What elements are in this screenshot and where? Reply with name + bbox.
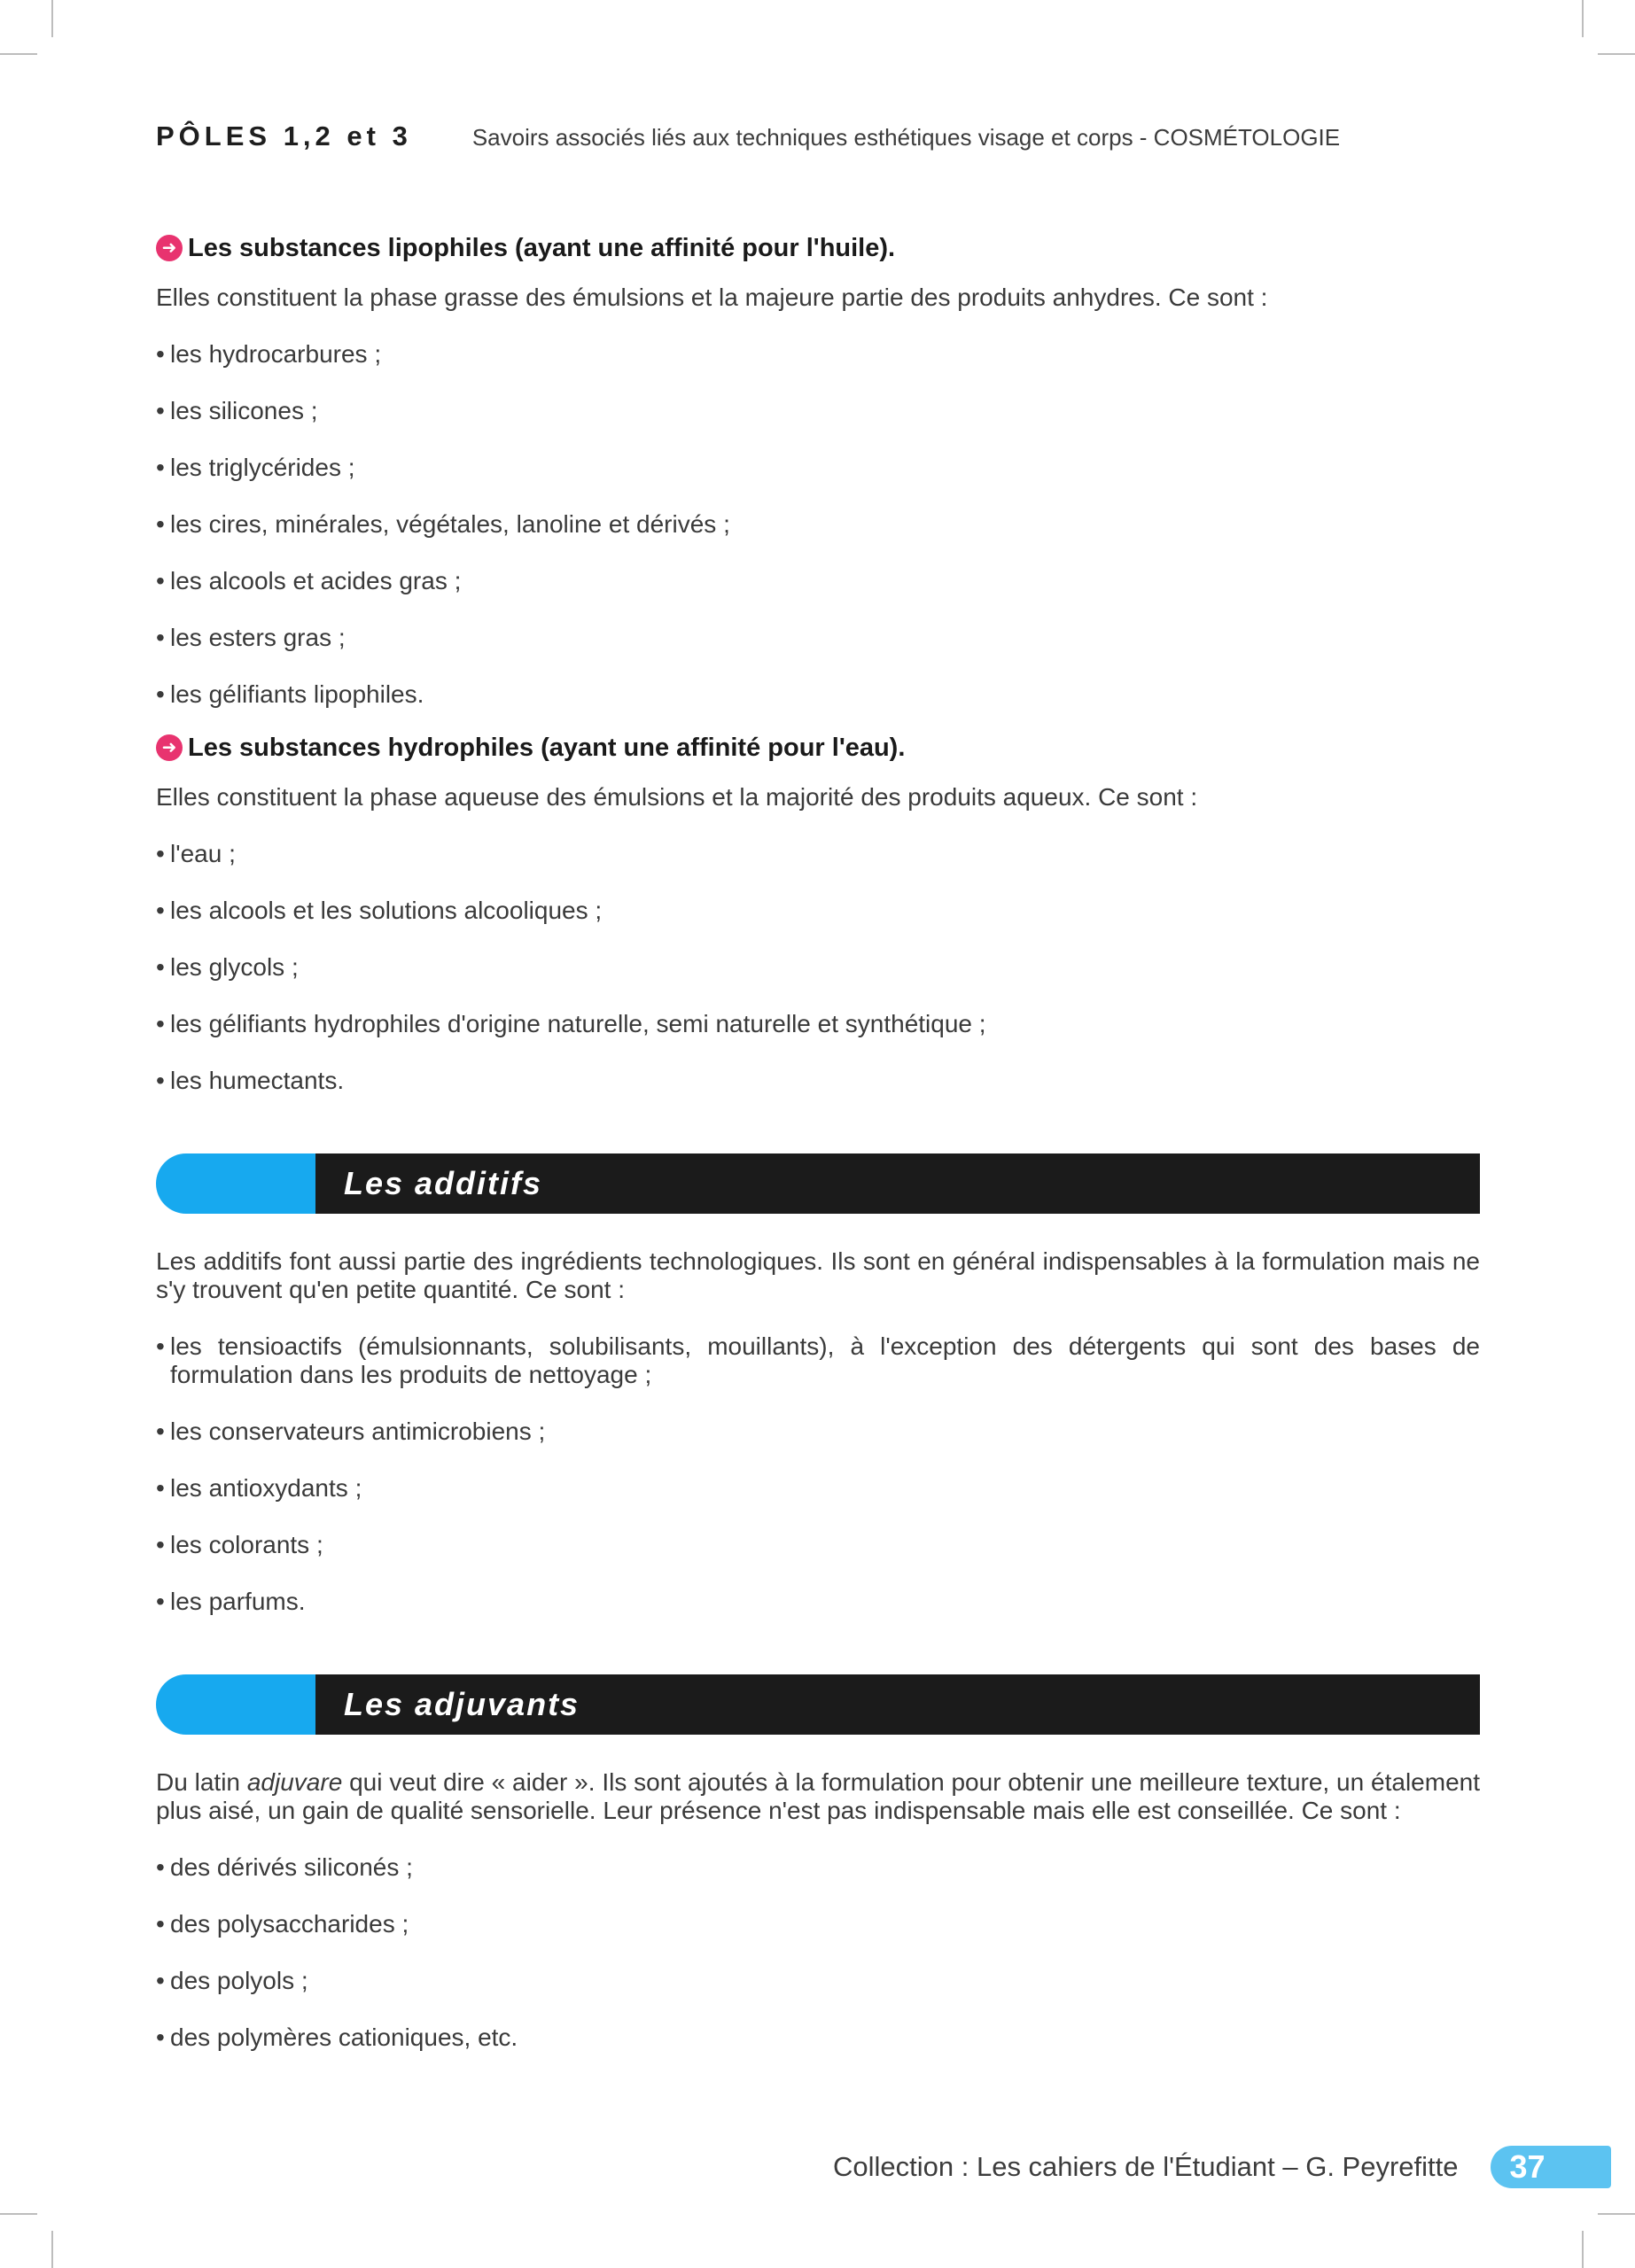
hydrophiles-intro: Elles constituent la phase aqueuse des émulsions et la majorité des produits aqueux. Ce sont :: [156, 783, 1198, 811]
list-item: • des dérivés siliconés ;: [156, 1853, 1480, 1882]
section-banner-adjuvants: [156, 1674, 1480, 1735]
list-item: • les cires, minérales, végétales, lanoline et dérivés ;: [156, 510, 1480, 539]
crop-mark: [1598, 53, 1635, 55]
footer-collection: Collection : Les cahiers de l'Étudiant – G. Peyrefitte: [833, 2151, 1459, 2182]
list-item: • les alcools et les solutions alcooliques ;: [156, 897, 1480, 925]
list-item: • les parfums.: [156, 1588, 1480, 1616]
header-poles: PÔLES 1,2 et 3: [156, 120, 412, 151]
list-item: • des polysaccharides ;: [156, 1910, 1480, 1938]
adjuvants-intro: [156, 1768, 1480, 1825]
hydrophiles-list: [156, 840, 1480, 1095]
additifs-list: [156, 1332, 1480, 1616]
list-item: • les glycols ;: [156, 953, 1480, 982]
list-item: • les colorants ;: [156, 1531, 1480, 1559]
hydrophiles-heading-text: Les substances hydrophiles (ayant une affinité pour l'eau).: [188, 733, 906, 762]
lipophiles-heading: [156, 229, 1480, 268]
adjuvants-intro-end: qui veut dire « aider ». Ils sont ajoutés à la formulation pour obtenir une meilleure texture, un étalement plus aisé, un gain de qualité sensorielle. Leur présence n'est pas indispensable mais elle est conseillée. Ce sont :: [156, 1768, 1480, 1824]
page-footer: [833, 2146, 1611, 2188]
list-item: • les esters gras ;: [156, 624, 1480, 652]
list-item: • les silicones ;: [156, 397, 1480, 425]
list-item: • les antioxydants ;: [156, 1474, 1480, 1503]
additifs-intro: Les additifs font aussi partie des ingrédients technologiques. Ils sont en général indispensables à la formulation mais ne s'y trouvent qu'en petite quantité. Ce sont :: [156, 1247, 1480, 1303]
list-item: • les humectants.: [156, 1067, 1480, 1095]
adjuvants-intro-start: Du latin: [156, 1768, 247, 1796]
arrow-right-icon: ➜: [156, 734, 183, 761]
crop-mark: [1582, 2231, 1584, 2268]
list-item: • les tensioactifs (émulsionnants, solubilisants, mouillants), à l'exception des détergents qui sont des bases de formulation dans les produits de nettoyage ;: [156, 1332, 1480, 1389]
crop-mark: [1598, 2213, 1635, 2215]
hydrophiles-heading: [156, 728, 1480, 767]
lipophiles-list: [156, 340, 1480, 709]
list-item: • les conservateurs antimicrobiens ;: [156, 1418, 1480, 1446]
section-banner-additifs: [156, 1153, 1480, 1214]
adjuvants-list: [156, 1853, 1480, 2052]
section-title-additifs: Les additifs: [344, 1165, 543, 1201]
list-item: • les gélifiants hydrophiles d'origine naturelle, semi naturelle et synthétique ;: [156, 1010, 1480, 1038]
lipophiles-heading-text: Les substances lipophiles (ayant une affinité pour l'huile).: [188, 233, 896, 262]
page-number-badge: 37: [1491, 2146, 1611, 2188]
crop-mark: [1582, 0, 1584, 37]
crop-mark: [0, 53, 37, 55]
arrow-right-icon: ➜: [156, 235, 183, 261]
adjuvants-latin-term: adjuvare: [246, 1768, 343, 1796]
page-header: [156, 120, 1340, 152]
list-item: • les triglycérides ;: [156, 454, 1480, 482]
list-item: • des polymères cationiques, etc.: [156, 2023, 1480, 2052]
header-subtitle: Savoirs associés liés aux techniques esthétiques visage et corps - COSMÉTOLOGIE: [471, 124, 1341, 151]
crop-mark: [0, 2213, 37, 2215]
list-item: • les hydrocarbures ;: [156, 340, 1480, 369]
lipophiles-intro: Elles constituent la phase grasse des émulsions et la majeure partie des produits anhydres. Ce sont :: [156, 284, 1268, 311]
section-title-adjuvants: Les adjuvants: [344, 1686, 580, 1722]
list-item: • les alcools et acides gras ;: [156, 567, 1480, 595]
page-content: [156, 229, 1480, 2052]
list-item: • les gélifiants lipophiles.: [156, 680, 1480, 709]
list-item: • des polyols ;: [156, 1967, 1480, 1995]
list-item: • l'eau ;: [156, 840, 1480, 868]
crop-mark: [51, 2231, 53, 2268]
crop-mark: [51, 0, 53, 37]
